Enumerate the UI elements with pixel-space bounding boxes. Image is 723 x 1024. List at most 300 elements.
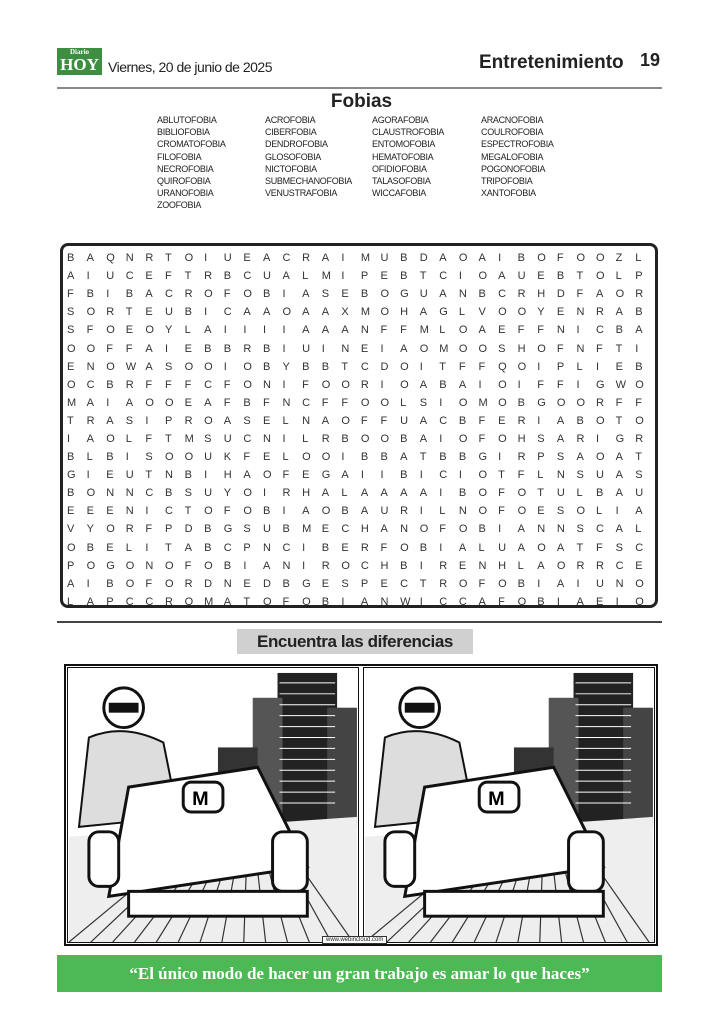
grid-letter[interactable]: O [517, 306, 527, 319]
grid-letter[interactable]: O [596, 270, 605, 283]
grid-letter[interactable]: S [67, 324, 75, 337]
grid-letter[interactable]: N [360, 324, 369, 337]
grid-letter[interactable]: A [86, 396, 94, 409]
grid-letter[interactable]: A [615, 523, 623, 536]
grid-letter[interactable]: M [360, 252, 371, 265]
grid-letter[interactable]: P [67, 559, 75, 572]
grid-letter[interactable]: K [223, 451, 232, 464]
grid-letter[interactable]: N [262, 378, 271, 391]
grid-letter[interactable]: C [341, 523, 350, 536]
grid-letter[interactable]: F [282, 469, 290, 482]
grid-letter[interactable]: O [635, 595, 644, 608]
grid-letter[interactable]: C [243, 270, 252, 283]
grid-letter[interactable]: U [635, 487, 644, 500]
grid-letter[interactable]: T [67, 414, 74, 427]
grid-letter[interactable]: U [223, 252, 232, 265]
grid-letter[interactable]: L [184, 324, 191, 337]
grid-letter[interactable]: O [380, 306, 390, 319]
grid-letter[interactable]: O [67, 342, 76, 355]
grid-letter[interactable]: C [635, 541, 644, 554]
grid-letter[interactable]: A [458, 541, 467, 554]
grid-letter[interactable]: H [380, 559, 389, 572]
grid-letter[interactable]: B [125, 288, 134, 301]
grid-letter[interactable]: A [67, 270, 75, 283]
grid-letter[interactable]: F [262, 396, 270, 409]
grid-letter[interactable]: L [517, 559, 524, 572]
grid-letter[interactable]: T [615, 414, 623, 427]
grid-letter[interactable]: R [596, 559, 604, 572]
grid-letter[interactable]: E [67, 505, 75, 518]
grid-letter[interactable]: O [184, 595, 194, 608]
grid-letter[interactable]: C [439, 595, 448, 608]
grid-letter[interactable]: I [302, 541, 306, 554]
grid-letter[interactable]: I [243, 559, 247, 572]
grid-letter[interactable]: I [498, 252, 502, 265]
grid-letter[interactable]: H [498, 559, 507, 572]
grid-letter[interactable]: O [400, 541, 409, 554]
grid-letter[interactable]: C [439, 469, 448, 482]
grid-letter[interactable]: B [164, 487, 173, 500]
grid-letter[interactable]: E [321, 523, 330, 536]
grid-letter[interactable]: C [360, 559, 369, 572]
grid-letter[interactable]: D [419, 252, 428, 265]
grid-letter[interactable]: L [125, 432, 132, 445]
grid-letter[interactable]: I [341, 252, 345, 265]
grid-letter[interactable]: P [635, 270, 643, 283]
grid-letter[interactable]: F [223, 378, 231, 391]
grid-letter[interactable]: I [498, 451, 502, 464]
grid-letter[interactable]: O [478, 469, 488, 482]
grid-letter[interactable]: B [321, 360, 330, 373]
grid-letter[interactable]: G [537, 396, 546, 409]
grid-letter[interactable]: B [400, 559, 408, 572]
grid-letter[interactable]: I [262, 487, 266, 500]
grid-letter[interactable]: T [164, 432, 172, 445]
grid-letter[interactable]: L [635, 523, 642, 536]
grid-letter[interactable]: I [67, 432, 71, 445]
grid-letter[interactable]: S [321, 288, 330, 301]
grid-letter[interactable]: I [537, 414, 541, 427]
grid-letter[interactable]: B [596, 487, 604, 500]
grid-letter[interactable]: L [302, 270, 309, 283]
grid-letter[interactable]: A [635, 324, 643, 337]
grid-letter[interactable]: H [517, 342, 526, 355]
grid-letter[interactable]: I [458, 270, 462, 283]
grid-letter[interactable]: E [596, 595, 604, 608]
grid-letter[interactable]: O [576, 396, 585, 409]
grid-letter[interactable]: I [145, 414, 149, 427]
grid-letter[interactable]: F [478, 577, 486, 590]
grid-letter[interactable]: L [86, 451, 93, 464]
grid-letter[interactable]: C [302, 396, 311, 409]
grid-letter[interactable]: I [282, 432, 286, 445]
grid-letter[interactable]: A [615, 469, 623, 482]
grid-letter[interactable]: Y [86, 523, 94, 536]
grid-letter[interactable]: N [262, 541, 271, 554]
grid-letter[interactable]: O [635, 577, 644, 590]
grid-letter[interactable]: O [204, 360, 213, 373]
grid-letter[interactable]: R [517, 288, 526, 301]
grid-letter[interactable]: A [556, 432, 565, 445]
grid-letter[interactable]: I [576, 378, 580, 391]
grid-letter[interactable]: A [556, 414, 565, 427]
grid-letter[interactable]: O [86, 306, 96, 319]
grid-letter[interactable]: A [439, 288, 447, 301]
grid-letter[interactable]: O [556, 559, 566, 572]
grid-letter[interactable]: F [125, 342, 133, 355]
grid-letter[interactable]: E [321, 577, 330, 590]
grid-letter[interactable]: A [635, 505, 643, 518]
grid-letter[interactable]: O [302, 595, 311, 608]
grid-letter[interactable]: I [596, 360, 600, 373]
grid-letter[interactable]: O [262, 469, 272, 482]
grid-letter[interactable]: E [615, 360, 623, 373]
grid-letter[interactable]: I [321, 342, 325, 355]
grid-letter[interactable]: S [635, 469, 643, 482]
grid-letter[interactable]: O [458, 432, 468, 445]
grid-letter[interactable]: C [204, 378, 213, 391]
grid-letter[interactable]: R [125, 378, 134, 391]
grid-letter[interactable]: N [282, 559, 291, 572]
grid-letter[interactable]: F [341, 396, 349, 409]
grid-letter[interactable]: B [517, 252, 525, 265]
grid-letter[interactable]: A [302, 324, 310, 337]
grid-letter[interactable]: M [302, 523, 312, 536]
grid-letter[interactable]: I [498, 523, 502, 536]
grid-letter[interactable]: I [223, 360, 227, 373]
grid-letter[interactable]: A [321, 306, 330, 319]
grid-letter[interactable]: T [164, 541, 172, 554]
grid-letter[interactable]: T [537, 487, 544, 500]
grid-letter[interactable]: E [360, 342, 369, 355]
grid-letter[interactable]: U [380, 252, 389, 265]
grid-letter[interactable]: O [498, 378, 507, 391]
grid-letter[interactable]: C [86, 378, 95, 391]
grid-letter[interactable]: G [478, 451, 488, 464]
grid-letter[interactable]: E [145, 270, 153, 283]
grid-letter[interactable]: E [537, 270, 545, 283]
grid-letter[interactable]: R [125, 523, 134, 536]
grid-letter[interactable]: O [380, 432, 390, 445]
grid-letter[interactable]: E [262, 414, 271, 427]
grid-letter[interactable]: C [439, 270, 448, 283]
grid-letter[interactable]: R [439, 577, 448, 590]
grid-letter[interactable]: A [576, 451, 584, 464]
grid-letter[interactable]: F [380, 324, 388, 337]
grid-letter[interactable]: B [360, 288, 369, 301]
grid-letter[interactable]: I [262, 324, 266, 337]
grid-letter[interactable]: C [164, 288, 173, 301]
grid-letter[interactable]: I [86, 270, 90, 283]
grid-letter[interactable]: E [184, 396, 192, 409]
grid-letter[interactable]: A [498, 270, 506, 283]
grid-letter[interactable]: R [321, 432, 330, 445]
grid-letter[interactable]: I [145, 505, 149, 518]
grid-letter[interactable]: A [360, 487, 369, 500]
grid-letter[interactable]: O [243, 360, 252, 373]
grid-letter[interactable]: O [321, 505, 331, 518]
grid-letter[interactable]: S [419, 396, 428, 409]
grid-letter[interactable]: B [262, 505, 271, 518]
grid-letter[interactable]: L [439, 505, 446, 518]
grid-letter[interactable]: A [243, 469, 251, 482]
grid-letter[interactable]: I [204, 252, 208, 265]
grid-letter[interactable]: S [184, 487, 192, 500]
grid-letter[interactable]: D [184, 523, 193, 536]
grid-letter[interactable]: P [106, 595, 114, 608]
grid-letter[interactable]: U [204, 487, 213, 500]
grid-letter[interactable]: G [439, 306, 448, 319]
grid-letter[interactable]: L [400, 396, 407, 409]
grid-letter[interactable]: A [86, 252, 94, 265]
grid-letter[interactable]: U [498, 541, 507, 554]
grid-letter[interactable]: T [164, 252, 172, 265]
grid-letter[interactable]: I [439, 541, 443, 554]
grid-letter[interactable]: R [243, 342, 252, 355]
grid-letter[interactable]: L [302, 432, 309, 445]
grid-letter[interactable]: O [419, 523, 429, 536]
grid-letter[interactable]: U [596, 469, 604, 482]
grid-letter[interactable]: N [262, 432, 271, 445]
grid-letter[interactable]: I [478, 378, 482, 391]
grid-letter[interactable]: A [67, 577, 75, 590]
grid-letter[interactable]: C [615, 559, 624, 572]
grid-letter[interactable]: P [360, 270, 369, 283]
grid-letter[interactable]: U [517, 270, 526, 283]
grid-letter[interactable]: O [164, 559, 174, 572]
grid-letter[interactable]: T [419, 577, 427, 590]
grid-letter[interactable]: B [400, 270, 408, 283]
grid-letter[interactable]: I [341, 270, 345, 283]
grid-letter[interactable]: B [67, 487, 75, 500]
grid-letter[interactable]: S [615, 541, 623, 554]
grid-letter[interactable]: A [341, 469, 349, 482]
grid-letter[interactable]: U [400, 414, 409, 427]
grid-letter[interactable]: R [596, 306, 604, 319]
grid-letter[interactable]: O [341, 559, 350, 572]
grid-letter[interactable]: B [478, 288, 486, 301]
grid-letter[interactable]: U [302, 342, 311, 355]
grid-letter[interactable]: M [67, 396, 77, 409]
grid-letter[interactable]: F [145, 577, 153, 590]
grid-letter[interactable]: I [282, 505, 286, 518]
grid-letter[interactable]: S [576, 469, 584, 482]
grid-letter[interactable]: E [125, 324, 134, 337]
grid-letter[interactable]: R [576, 559, 585, 572]
grid-letter[interactable]: O [400, 378, 409, 391]
grid-letter[interactable]: A [86, 595, 94, 608]
grid-letter[interactable]: A [419, 487, 428, 500]
grid-letter[interactable]: F [321, 396, 329, 409]
grid-letter[interactable]: E [635, 559, 643, 572]
grid-letter[interactable]: B [439, 451, 447, 464]
grid-letter[interactable]: O [243, 378, 252, 391]
grid-letter[interactable]: E [67, 360, 75, 373]
grid-letter[interactable]: T [243, 595, 251, 608]
grid-letter[interactable]: C [223, 541, 232, 554]
grid-letter[interactable]: I [419, 469, 423, 482]
grid-letter[interactable]: A [439, 252, 447, 265]
grid-letter[interactable]: G [615, 432, 625, 445]
grid-letter[interactable]: A [204, 324, 212, 337]
grid-letter[interactable]: P [164, 414, 173, 427]
grid-letter[interactable]: M [419, 324, 429, 337]
grid-letter[interactable]: F [439, 523, 447, 536]
grid-letter[interactable]: I [380, 342, 384, 355]
grid-letter[interactable]: B [400, 432, 408, 445]
grid-letter[interactable]: B [282, 523, 290, 536]
grid-letter[interactable]: C [282, 252, 291, 265]
grid-letter[interactable]: P [537, 451, 545, 464]
grid-letter[interactable]: B [262, 360, 271, 373]
grid-letter[interactable]: O [576, 252, 585, 265]
grid-letter[interactable]: L [537, 469, 544, 482]
grid-letter[interactable]: O [145, 324, 154, 337]
grid-letter[interactable]: B [458, 414, 467, 427]
grid-letter[interactable]: P [360, 577, 369, 590]
grid-letter[interactable]: O [145, 396, 154, 409]
grid-letter[interactable]: O [635, 414, 644, 427]
grid-letter[interactable]: E [184, 342, 192, 355]
grid-letter[interactable]: I [576, 577, 580, 590]
grid-letter[interactable]: F [576, 288, 584, 301]
grid-letter[interactable]: N [125, 505, 134, 518]
grid-letter[interactable]: O [360, 396, 370, 409]
grid-letter[interactable]: A [556, 577, 565, 590]
grid-letter[interactable]: F [498, 487, 505, 500]
grid-letter[interactable]: F [223, 505, 231, 518]
grid-letter[interactable]: O [596, 252, 605, 265]
grid-letter[interactable]: F [184, 559, 192, 572]
grid-letter[interactable]: I [86, 577, 90, 590]
grid-letter[interactable]: B [341, 432, 349, 445]
grid-letter[interactable]: F [556, 378, 564, 391]
grid-letter[interactable]: I [86, 469, 90, 482]
grid-letter[interactable]: I [106, 396, 110, 409]
grid-letter[interactable]: A [380, 487, 388, 500]
grid-letter[interactable]: A [478, 324, 486, 337]
grid-letter[interactable]: N [341, 342, 350, 355]
grid-letter[interactable]: F [400, 324, 407, 337]
grid-letter[interactable]: T [419, 451, 427, 464]
grid-letter[interactable]: F [67, 288, 74, 301]
grid-letter[interactable]: R [145, 252, 154, 265]
grid-letter[interactable]: N [458, 288, 467, 301]
grid-letter[interactable]: B [262, 342, 271, 355]
grid-letter[interactable]: A [204, 396, 212, 409]
grid-letter[interactable]: N [615, 577, 624, 590]
grid-letter[interactable]: N [537, 523, 546, 536]
grid-letter[interactable]: U [223, 432, 232, 445]
grid-letter[interactable]: E [106, 505, 114, 518]
grid-letter[interactable]: L [615, 270, 622, 283]
grid-letter[interactable]: O [478, 505, 488, 518]
grid-letter[interactable]: S [556, 451, 565, 464]
grid-letter[interactable]: I [302, 559, 306, 572]
grid-letter[interactable]: S [556, 505, 565, 518]
grid-letter[interactable]: E [556, 306, 565, 319]
grid-letter[interactable]: F [302, 378, 309, 391]
grid-letter[interactable]: N [86, 360, 95, 373]
grid-letter[interactable]: A [596, 288, 604, 301]
grid-letter[interactable]: B [615, 324, 623, 337]
grid-letter[interactable]: A [478, 595, 486, 608]
grid-letter[interactable]: N [458, 505, 467, 518]
grid-letter[interactable]: O [635, 378, 644, 391]
grid-letter[interactable]: O [458, 577, 468, 590]
grid-letter[interactable]: C [282, 541, 291, 554]
grid-letter[interactable]: B [86, 541, 94, 554]
grid-letter[interactable]: O [458, 523, 468, 536]
grid-letter[interactable]: T [439, 360, 447, 373]
grid-letter[interactable]: C [596, 324, 604, 337]
grid-letter[interactable]: A [615, 306, 623, 319]
grid-letter[interactable]: B [458, 487, 467, 500]
grid-letter[interactable]: B [635, 306, 643, 319]
grid-letter[interactable]: H [302, 487, 311, 500]
grid-letter[interactable]: R [635, 432, 644, 445]
grid-letter[interactable]: O [243, 505, 252, 518]
grid-letter[interactable]: O [517, 360, 527, 373]
grid-letter[interactable]: E [458, 559, 467, 572]
grid-letter[interactable]: F [458, 360, 466, 373]
grid-letter[interactable]: N [106, 487, 115, 500]
grid-letter[interactable]: C [439, 414, 448, 427]
grid-letter[interactable]: Y [282, 360, 290, 373]
grid-letter[interactable]: B [302, 360, 310, 373]
grid-letter[interactable]: A [419, 414, 428, 427]
grid-letter[interactable]: O [341, 414, 350, 427]
grid-letter[interactable]: U [262, 270, 271, 283]
grid-letter[interactable]: Y [164, 324, 173, 337]
grid-letter[interactable]: U [262, 523, 271, 536]
grid-letter[interactable]: O [243, 487, 252, 500]
grid-letter[interactable]: M [439, 342, 449, 355]
grid-letter[interactable]: N [556, 523, 565, 536]
grid-letter[interactable]: M [184, 432, 194, 445]
grid-letter[interactable]: M [204, 595, 214, 608]
grid-letter[interactable]: I [106, 288, 110, 301]
grid-letter[interactable]: O [204, 559, 213, 572]
grid-letter[interactable]: I [145, 541, 149, 554]
grid-letter[interactable]: G [67, 469, 76, 482]
grid-letter[interactable]: R [360, 541, 369, 554]
grid-letter[interactable]: B [67, 252, 75, 265]
grid-letter[interactable]: B [223, 342, 232, 355]
grid-letter[interactable]: R [282, 487, 291, 500]
grid-letter[interactable]: I [439, 396, 443, 409]
grid-letter[interactable]: I [282, 342, 286, 355]
grid-letter[interactable]: F [498, 505, 505, 518]
grid-letter[interactable]: L [125, 541, 132, 554]
grid-letter[interactable]: B [106, 577, 114, 590]
grid-letter[interactable]: I [635, 342, 639, 355]
grid-letter[interactable]: O [360, 432, 370, 445]
grid-letter[interactable]: I [243, 324, 247, 337]
grid-letter[interactable]: F [282, 595, 290, 608]
grid-letter[interactable]: R [302, 252, 311, 265]
grid-letter[interactable]: O [537, 541, 546, 554]
grid-letter[interactable]: F [106, 342, 113, 355]
grid-letter[interactable]: S [243, 523, 251, 536]
grid-letter[interactable]: F [556, 252, 564, 265]
grid-letter[interactable]: F [223, 396, 231, 409]
grid-letter[interactable]: A [360, 505, 369, 518]
grid-letter[interactable]: E [106, 469, 114, 482]
grid-letter[interactable]: O [106, 523, 115, 536]
grid-letter[interactable]: S [576, 523, 584, 536]
grid-letter[interactable]: A [262, 252, 271, 265]
